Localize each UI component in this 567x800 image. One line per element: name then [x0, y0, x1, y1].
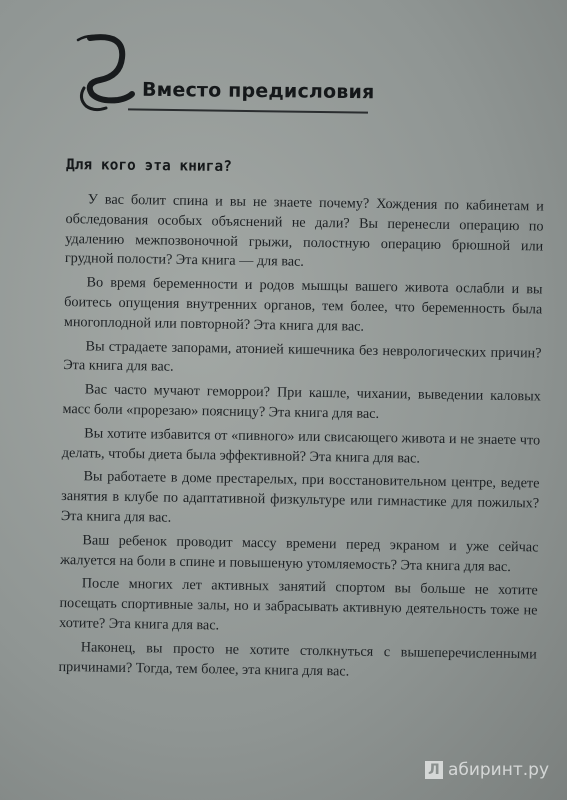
title-underline: [128, 108, 368, 113]
paragraph: Вас часто мучают геморрои? При кашле, чихании, выведении каловых масс боли «прорезаю» поясницу? Эта книга для вас.: [62, 381, 541, 422]
paragraph: Вы хотите избавится от «пивного» или свисающего живота и не знаете что делать, чтобы диета была эффективной? Эта книга для вас.: [61, 425, 541, 467]
paragraph: Вы работаете в доме престарелых, при восстановительном центре, ведете занятия в клубе по адаптативной физкультуре или гимнастике для пожилых? Эта книга для вас.: [60, 468, 540, 526]
watermark-text: абиринт.ру: [447, 760, 549, 780]
watermark: [425, 760, 549, 780]
section-heading: Для кого эта книга?: [65, 156, 232, 176]
paragraph: После многих лет активных занятий спортом вы больше не хотите посещать спортивные залы, но и забрасывать активную деятельность тоже не хотите? Эта книга для вас.: [59, 575, 538, 634]
paragraph: Наконец, вы просто не хотите столкнуться с вышеперечисленными причинами? Тогда, тем более, эта книга для вас.: [58, 639, 537, 680]
paragraph: Ваш ребенок проводит массу времени перед экраном и уже сейчас жалуется на боли в спине и повышеную утомляемость? Эта книга для вас.: [60, 532, 539, 575]
chapter-title: Вместо предисловия: [141, 78, 375, 104]
paragraph: Во время беременности и родов мышцы вашего живота ослабли и вы боитесь опущения внутренних органов, тем более, что беременность была многоплодной или повторной? Эта книга для вас.: [63, 274, 543, 335]
body-text: [58, 190, 544, 689]
watermark-logo-icon: Л: [425, 761, 443, 779]
chapter-ornament-icon: [70, 28, 140, 118]
paragraph: У вас болит спина и вы не знаете почему? Хождения по кабинетам и обследования особых объяснений не дали? Вы перенесли операцию по удалению межпозвоночной грыжи, полостную операцию брюшной или грудной полости? Эта книга — для вас.: [64, 191, 544, 271]
paragraph: Вы страдаете запорами, атонией кишечника без неврологических причин? Эта книга для вас.: [63, 337, 542, 376]
